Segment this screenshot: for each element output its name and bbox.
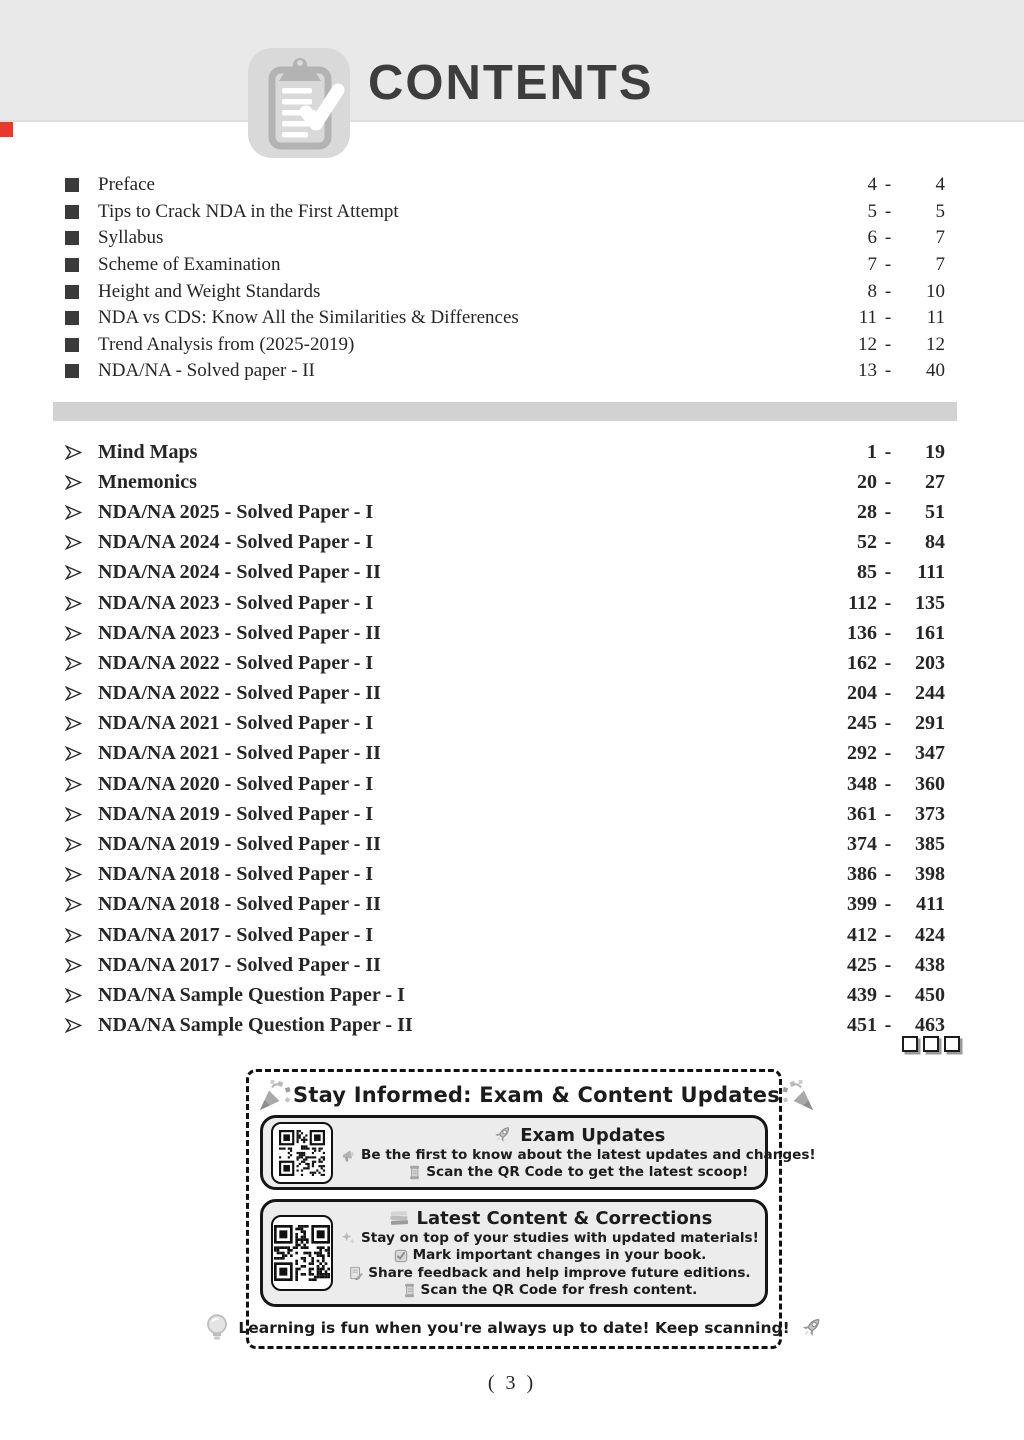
- toc-row: [65, 528, 945, 558]
- toc-row: [65, 225, 945, 252]
- stay-informed-box: [238, 1069, 816, 1349]
- toc-page-range: [821, 360, 945, 382]
- page-end: 347: [915, 742, 945, 765]
- toc-page-range: [821, 501, 945, 524]
- square-bullet-icon: [65, 285, 98, 299]
- toc-page-range: [821, 863, 945, 886]
- stay-informed-footer: [238, 1313, 790, 1343]
- page-start: 28: [857, 500, 877, 523]
- toc-page-range: [821, 561, 945, 584]
- toc-entry-label: NDA/NA 2023 - Solved Paper - II: [98, 621, 381, 644]
- page-end: 4: [935, 174, 945, 196]
- page-start: 451: [847, 1014, 877, 1037]
- latest-content-scan-bold: Scan the QR Code: [420, 1281, 558, 1298]
- arrow-bullet-icon: [65, 716, 98, 731]
- exam-updates-line1: Be the first to know about the latest updates and changes!: [361, 1146, 816, 1163]
- toc-entry-label: NDA/NA 2024 - Solved Paper - I: [98, 531, 374, 554]
- toc-row: [65, 199, 945, 226]
- page-start: 4: [867, 174, 877, 196]
- qr-code-exam-updates: [271, 1122, 333, 1184]
- page-end: 135: [915, 591, 945, 614]
- toc-row: [65, 358, 945, 385]
- toc-page-range: [821, 773, 945, 796]
- toc-page-range: [821, 803, 945, 826]
- latest-content-card: [260, 1199, 768, 1307]
- toc-entry-label: Scheme of Examination: [98, 254, 281, 276]
- toc-row: [65, 709, 945, 739]
- range-separator: -: [884, 470, 892, 493]
- page-number: ( 3 ): [487, 1372, 537, 1394]
- arrow-bullet-icon: [65, 686, 98, 701]
- range-separator: -: [884, 833, 892, 856]
- rocket-icon: [798, 1315, 824, 1341]
- toc-row: [65, 278, 945, 305]
- range-separator: -: [884, 360, 892, 382]
- page-start: 425: [847, 953, 877, 976]
- toc-entry-label: NDA/NA 2018 - Solved Paper - I: [98, 863, 374, 886]
- toc-page-range: [821, 307, 945, 329]
- page-end: 7: [935, 254, 945, 276]
- exam-updates-card: [260, 1115, 816, 1190]
- checkbox-icon: [394, 1249, 408, 1263]
- stay-informed-title: Stay Informed: Exam & Content Updates: [293, 1083, 780, 1107]
- toc-row: [65, 739, 945, 769]
- arrow-bullet-icon: [65, 897, 98, 912]
- page-start: 136: [847, 621, 877, 644]
- latest-content-body: [341, 1207, 759, 1300]
- page-start: 5: [867, 200, 877, 222]
- toc-entry-label: NDA/NA 2024 - Solved Paper - II: [98, 561, 381, 584]
- toc-row: [65, 980, 945, 1010]
- toc-entry-label: NDA/NA 2018 - Solved Paper - II: [98, 893, 381, 916]
- toc-row: [65, 558, 945, 588]
- arrow-bullet-icon: [65, 867, 98, 882]
- arrow-bullet-icon: [65, 807, 98, 822]
- arrow-bullet-icon: [65, 626, 98, 641]
- page-start: 13: [858, 360, 877, 382]
- toc-row: [65, 769, 945, 799]
- rocket-icon: [491, 1124, 513, 1146]
- exam-updates-body: [341, 1124, 816, 1182]
- toc-page-range: [821, 893, 945, 916]
- toc-entry-label: NDA/NA 2021 - Solved Paper - II: [98, 742, 381, 765]
- toc-entry-label: NDA/NA 2023 - Solved Paper - I: [98, 591, 374, 614]
- page-start: 386: [847, 863, 877, 886]
- page-end: 411: [916, 893, 945, 916]
- page-start: 361: [847, 802, 877, 825]
- toc-row: [65, 588, 945, 618]
- page-end: 7: [935, 227, 945, 249]
- toc-entry-label: NDA/NA 2021 - Solved Paper - I: [98, 712, 374, 735]
- range-separator: -: [884, 440, 892, 463]
- shadowed-square-icon: [923, 1036, 939, 1052]
- page-end: 10: [926, 280, 945, 302]
- page-start: 374: [847, 833, 877, 856]
- toc-row: [65, 467, 945, 497]
- shadowed-square-icon: [944, 1036, 960, 1052]
- range-separator: -: [884, 1014, 892, 1037]
- qr-code: [279, 1130, 325, 1176]
- page-end: 40: [926, 360, 945, 382]
- toc-page-range: [821, 924, 945, 947]
- toc-entry-label: Trend Analysis from (2025-2019): [98, 333, 355, 355]
- range-separator: -: [884, 742, 892, 765]
- square-bullet-icon: [65, 338, 98, 352]
- stay-informed-footer-text: Learning is fun when you're always up to date! Keep scanning!: [238, 1319, 790, 1337]
- page-end: 5: [935, 200, 945, 222]
- memo-pencil-icon: [349, 1266, 363, 1280]
- arrow-bullet-icon: [65, 928, 98, 943]
- exam-updates-scan-rest: to get the latest scoop!: [567, 1164, 749, 1181]
- page-end: 438: [915, 953, 945, 976]
- arrow-bullet-icon: [65, 837, 98, 852]
- toc-page-range: [821, 712, 945, 735]
- end-of-list-squares: [902, 1036, 960, 1052]
- page-start: 1: [867, 440, 877, 463]
- front-matter-list: [65, 172, 945, 385]
- page-start: 52: [857, 531, 877, 554]
- megaphone-icon: [341, 1148, 356, 1163]
- page-start: 162: [847, 651, 877, 674]
- toc-entry-label: NDA/NA 2019 - Solved Paper - I: [98, 802, 374, 825]
- square-bullet-icon: [65, 205, 98, 219]
- range-separator: -: [884, 651, 892, 674]
- toc-page-range: [821, 652, 945, 675]
- square-bullet-icon: [65, 364, 98, 378]
- toc-page-range: [821, 281, 945, 303]
- toc-page-range: [821, 254, 945, 276]
- arrow-bullet-icon: [65, 475, 98, 490]
- page-start: 7: [867, 254, 877, 276]
- arrow-bullet-icon: [65, 777, 98, 792]
- toc-entry-label: Preface: [98, 174, 155, 196]
- page-end: 19: [925, 440, 945, 463]
- page-end: 463: [915, 1014, 945, 1037]
- toc-row: [65, 332, 945, 359]
- toc-entry-label: NDA/NA 2025 - Solved Paper - I: [98, 500, 374, 523]
- range-separator: -: [884, 983, 892, 1006]
- page-end: 244: [915, 682, 945, 705]
- toc-entry-label: NDA/NA Sample Question Paper - II: [98, 1014, 413, 1037]
- main-contents-list: [65, 437, 945, 1041]
- square-bullet-icon: [65, 258, 98, 272]
- toc-page-range: [821, 833, 945, 856]
- arrow-bullet-icon: [65, 565, 98, 580]
- exam-updates-title: Exam Updates: [520, 1124, 666, 1146]
- page-start: 6: [867, 227, 877, 249]
- arrow-bullet-icon: [65, 535, 98, 550]
- range-separator: -: [884, 561, 892, 584]
- toc-row: [65, 305, 945, 332]
- range-separator: -: [884, 333, 892, 355]
- range-separator: -: [884, 280, 892, 302]
- sparkles-icon: [341, 1231, 356, 1246]
- range-separator: -: [884, 227, 892, 249]
- range-separator: -: [884, 621, 892, 644]
- toc-row: [65, 497, 945, 527]
- page-start: 348: [847, 772, 877, 795]
- toc-page-range: [821, 531, 945, 554]
- toc-page-range: [821, 334, 945, 356]
- page-start: 292: [847, 742, 877, 765]
- toc-row: [65, 1011, 945, 1041]
- scroll-icon: [408, 1165, 421, 1180]
- toc-row: [65, 890, 945, 920]
- books-icon: [388, 1208, 410, 1228]
- page-title: CONTENTS: [368, 56, 654, 110]
- party-popper-icon: [257, 1077, 293, 1113]
- section-divider-bar: [53, 402, 957, 421]
- clipboard-check-icon: [248, 48, 350, 158]
- toc-entry-label: Mind Maps: [98, 440, 198, 463]
- toc-entry-label: Height and Weight Standards: [98, 280, 321, 302]
- stay-informed-title-row: [249, 1072, 779, 1115]
- toc-entry-label: NDA/NA - Solved paper - II: [98, 360, 315, 382]
- toc-page-range: [821, 682, 945, 705]
- toc-entry-label: Mnemonics: [98, 470, 197, 493]
- toc-entry-label: Tips to Crack NDA in the First Attempt: [98, 200, 399, 222]
- page-end: 12: [926, 333, 945, 355]
- page-start: 399: [847, 893, 877, 916]
- toc-row: [65, 172, 945, 199]
- arrow-bullet-icon: [65, 445, 98, 460]
- toc-row: [65, 618, 945, 648]
- toc-page-range: [821, 592, 945, 615]
- latest-content-line2: Mark important changes in your book.: [412, 1247, 707, 1264]
- range-separator: -: [884, 923, 892, 946]
- page-start: 85: [857, 561, 877, 584]
- scroll-icon: [403, 1283, 416, 1298]
- square-bullet-icon: [65, 178, 98, 192]
- range-separator: -: [884, 863, 892, 886]
- toc-entry-label: Syllabus: [98, 227, 164, 249]
- toc-entry-label: NDA/NA 2019 - Solved Paper - II: [98, 833, 381, 856]
- party-popper-icon: [780, 1077, 816, 1113]
- toc-entry-label: NDA vs CDS: Know All the Similarities & Differences: [98, 307, 519, 329]
- page-start: 20: [857, 470, 877, 493]
- toc-entry-label: NDA/NA 2017 - Solved Paper - I: [98, 923, 374, 946]
- range-separator: -: [884, 953, 892, 976]
- page-end: 27: [925, 470, 945, 493]
- range-separator: -: [884, 500, 892, 523]
- page-end: 450: [915, 983, 945, 1006]
- toc-row: [65, 252, 945, 279]
- range-separator: -: [884, 802, 892, 825]
- arrow-bullet-icon: [65, 505, 98, 520]
- toc-page-range: [821, 954, 945, 977]
- page-end: 424: [915, 923, 945, 946]
- page-end: 111: [917, 561, 945, 584]
- latest-content-line1: Stay on top of your studies with updated materials!: [361, 1229, 759, 1246]
- toc-row: [65, 679, 945, 709]
- toc-row: [65, 799, 945, 829]
- page-start: 112: [848, 591, 877, 614]
- page-end: 203: [915, 651, 945, 674]
- toc-page-range: [821, 742, 945, 765]
- arrow-bullet-icon: [65, 596, 98, 611]
- page-end: 11: [926, 307, 945, 329]
- page-start: 12: [858, 333, 877, 355]
- toc-entry-label: NDA/NA 2022 - Solved Paper - I: [98, 651, 374, 674]
- range-separator: -: [884, 682, 892, 705]
- page-start: 204: [847, 682, 877, 705]
- latest-content-scan-rest: for fresh content.: [562, 1281, 698, 1298]
- page-end: 291: [915, 712, 945, 735]
- toc-page-range: [821, 622, 945, 645]
- arrow-bullet-icon: [65, 746, 98, 761]
- page-start: 11: [858, 307, 877, 329]
- toc-page-range: [821, 174, 945, 196]
- range-separator: -: [884, 772, 892, 795]
- qr-code-latest-content: [271, 1215, 333, 1291]
- arrow-bullet-icon: [65, 656, 98, 671]
- toc-page-range: [821, 227, 945, 249]
- arrow-bullet-icon: [65, 958, 98, 973]
- page-end: 51: [925, 500, 945, 523]
- square-bullet-icon: [65, 311, 98, 325]
- page-end: 84: [925, 531, 945, 554]
- toc-page-range: [821, 201, 945, 223]
- range-separator: -: [884, 200, 892, 222]
- toc-page-range: [821, 1014, 945, 1037]
- toc-page-range: [821, 984, 945, 1007]
- range-separator: -: [884, 531, 892, 554]
- range-separator: -: [884, 893, 892, 916]
- range-separator: -: [884, 307, 892, 329]
- page-end: 373: [915, 802, 945, 825]
- toc-entry-label: NDA/NA 2022 - Solved Paper - II: [98, 682, 381, 705]
- toc-row: [65, 920, 945, 950]
- toc-row: [65, 829, 945, 859]
- arrow-bullet-icon: [65, 988, 98, 1003]
- page-end: 398: [915, 863, 945, 886]
- qr-code: [274, 1225, 330, 1281]
- page-start: 245: [847, 712, 877, 735]
- square-bullet-icon: [65, 231, 98, 245]
- toc-entry-label: NDA/NA 2017 - Solved Paper - II: [98, 953, 381, 976]
- toc-entry-label: NDA/NA 2020 - Solved Paper - I: [98, 772, 374, 795]
- page-start: 8: [867, 280, 877, 302]
- latest-content-title: Latest Content & Corrections: [416, 1207, 713, 1229]
- latest-content-line3: Share feedback and help improve future editions.: [368, 1264, 751, 1281]
- toc-page-range: [821, 441, 945, 464]
- page-end: 161: [915, 621, 945, 644]
- toc-row: [65, 860, 945, 890]
- page-start: 412: [847, 923, 877, 946]
- lightbulb-icon: [204, 1313, 230, 1343]
- range-separator: -: [884, 712, 892, 735]
- exam-updates-scan-bold: Scan the QR Code: [426, 1164, 563, 1181]
- toc-row: [65, 437, 945, 467]
- range-separator: -: [884, 174, 892, 196]
- toc-row: [65, 648, 945, 678]
- arrow-bullet-icon: [65, 1018, 98, 1033]
- toc-row: [65, 950, 945, 980]
- shadowed-square-icon: [902, 1036, 918, 1052]
- page-start: 439: [847, 983, 877, 1006]
- toc-page-range: [821, 471, 945, 494]
- range-separator: -: [884, 254, 892, 276]
- page-end: 385: [915, 833, 945, 856]
- range-separator: -: [884, 591, 892, 614]
- page-end: 360: [915, 772, 945, 795]
- toc-entry-label: NDA/NA Sample Question Paper - I: [98, 983, 405, 1006]
